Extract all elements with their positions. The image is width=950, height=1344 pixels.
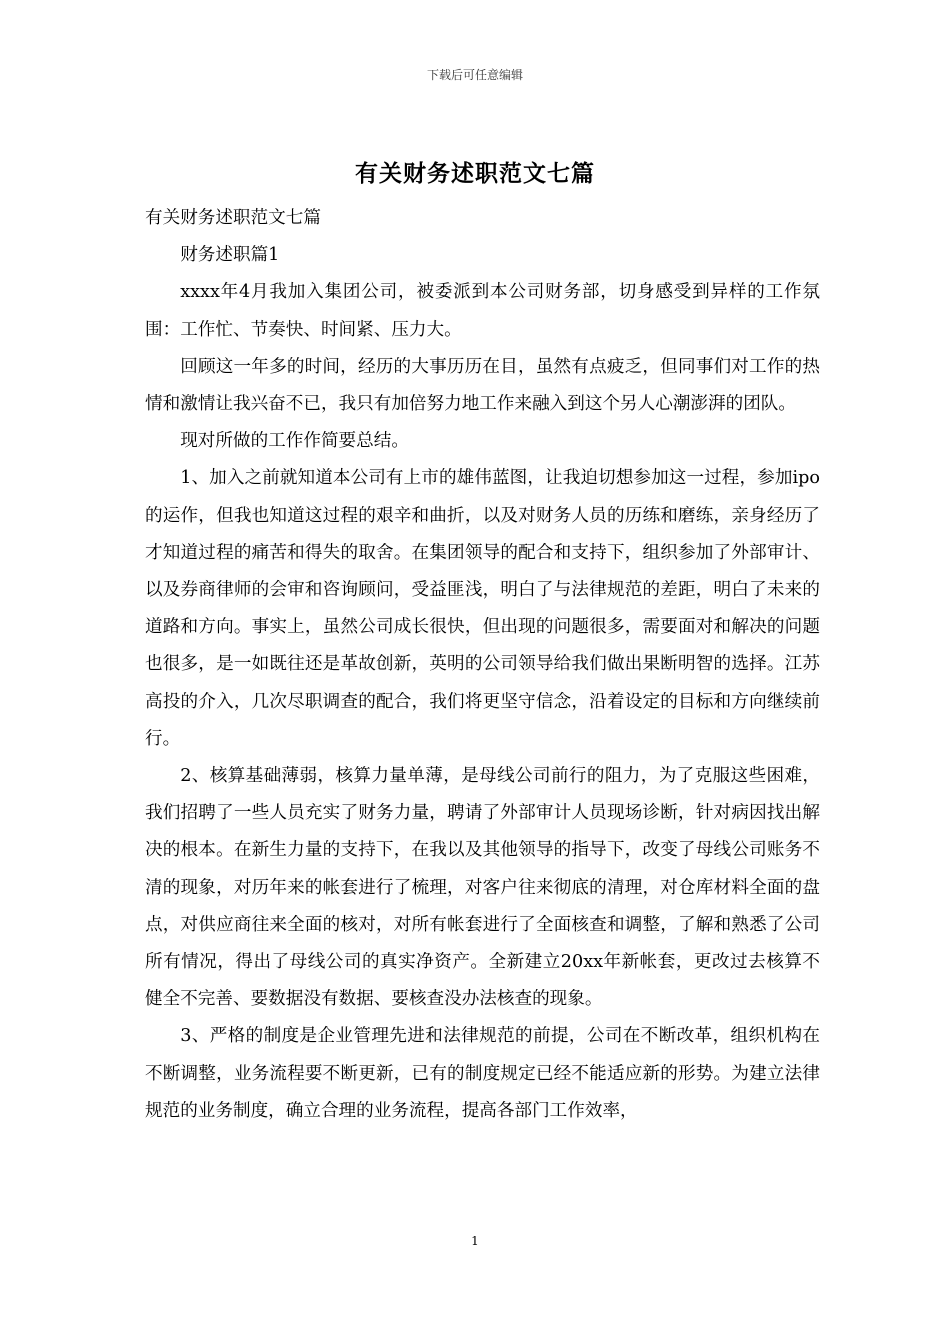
paragraph-section-heading: 财务述职篇1 bbox=[180, 245, 280, 266]
paragraph: 3、严格的制度是企业管理先进和法律规范的前提，公司在不断改革，组织机构在不断调整，业务流程要不断更新，已有的制度规定已经不能适应新的形势。为建立法律规范的业务制度，确立合理的业务流程，提高各部门工作效率， bbox=[145, 1026, 820, 1121]
paragraph: 回顾这一年多的时间，经历的大事历历在目，虽然有点疲乏，但同事们对工作的热情和激情让我兴奋不已，我只有加倍努力地工作来融入到这个另人心潮澎湃的团队。 bbox=[145, 356, 820, 415]
paragraph: 2、核算基础薄弱，核算力量单薄，是母线公司前行的阻力，为了克服这些困难，我们招聘了一些人员充实了财务力量，聘请了外部审计人员现场诊断，针对病因找出解决的根本。在新生力量的支持下，在我以及其他领导的指导下，改变了母线公司账务不清的现象，对历年来的帐套进行了梳理，对客户往来彻底的清理，对仓库材料全面的盘点，对供应商往来全面的核对，对所有帐套进行了全面核查和调整，了解和熟悉了公司所有情况，得出了母线公司的真实净资产。全新建立20xx年新帐套，更改过去核算不健全不完善、要数据没有数据、要核查没办法核查的现象。 bbox=[145, 766, 820, 1010]
paragraph: 现对所做的工作作简要总结。 bbox=[180, 431, 409, 452]
paragraph: 1、加入之前就知道本公司有上市的雄伟蓝图，让我迫切想参加这一过程，参加ipo的运作，但我也知道这过程的艰辛和曲折，以及对财务人员的历练和磨练，亲身经历了才知道过程的痛苦和得失的取舍。在集团领导的配合和支持下，组织参加了外部审计、以及券商律师的会审和咨询顾问，受益匪浅，明白了与法律规范的差距，明白了未来的道路和方向。事实上，虽然公司成长很快，但出现的问题很多，需要面对和解决的问题也很多，是一如既往还是革故创新，英明的公司领导给我们做出果断明智的选择。江苏高投的介入，几次尽职调查的配合，我们将更坚守信念，沿着设定的目标和方向继续前行。 bbox=[145, 468, 820, 749]
document-title: 有关财务述职范文七篇 bbox=[355, 160, 595, 187]
page-number: 1 bbox=[471, 1234, 479, 1248]
page-header: 下载后可任意编辑 bbox=[426, 68, 523, 82]
paragraph-subtitle: 有关财务述职范文七篇 bbox=[145, 208, 321, 228]
paragraph: xxxx年4月我加入集团公司，被委派到本公司财务部，切身感受到异样的工作氛围：工作忙、节奏快、时间紧、压力大。 bbox=[145, 282, 820, 340]
document-body bbox=[145, 200, 820, 1130]
